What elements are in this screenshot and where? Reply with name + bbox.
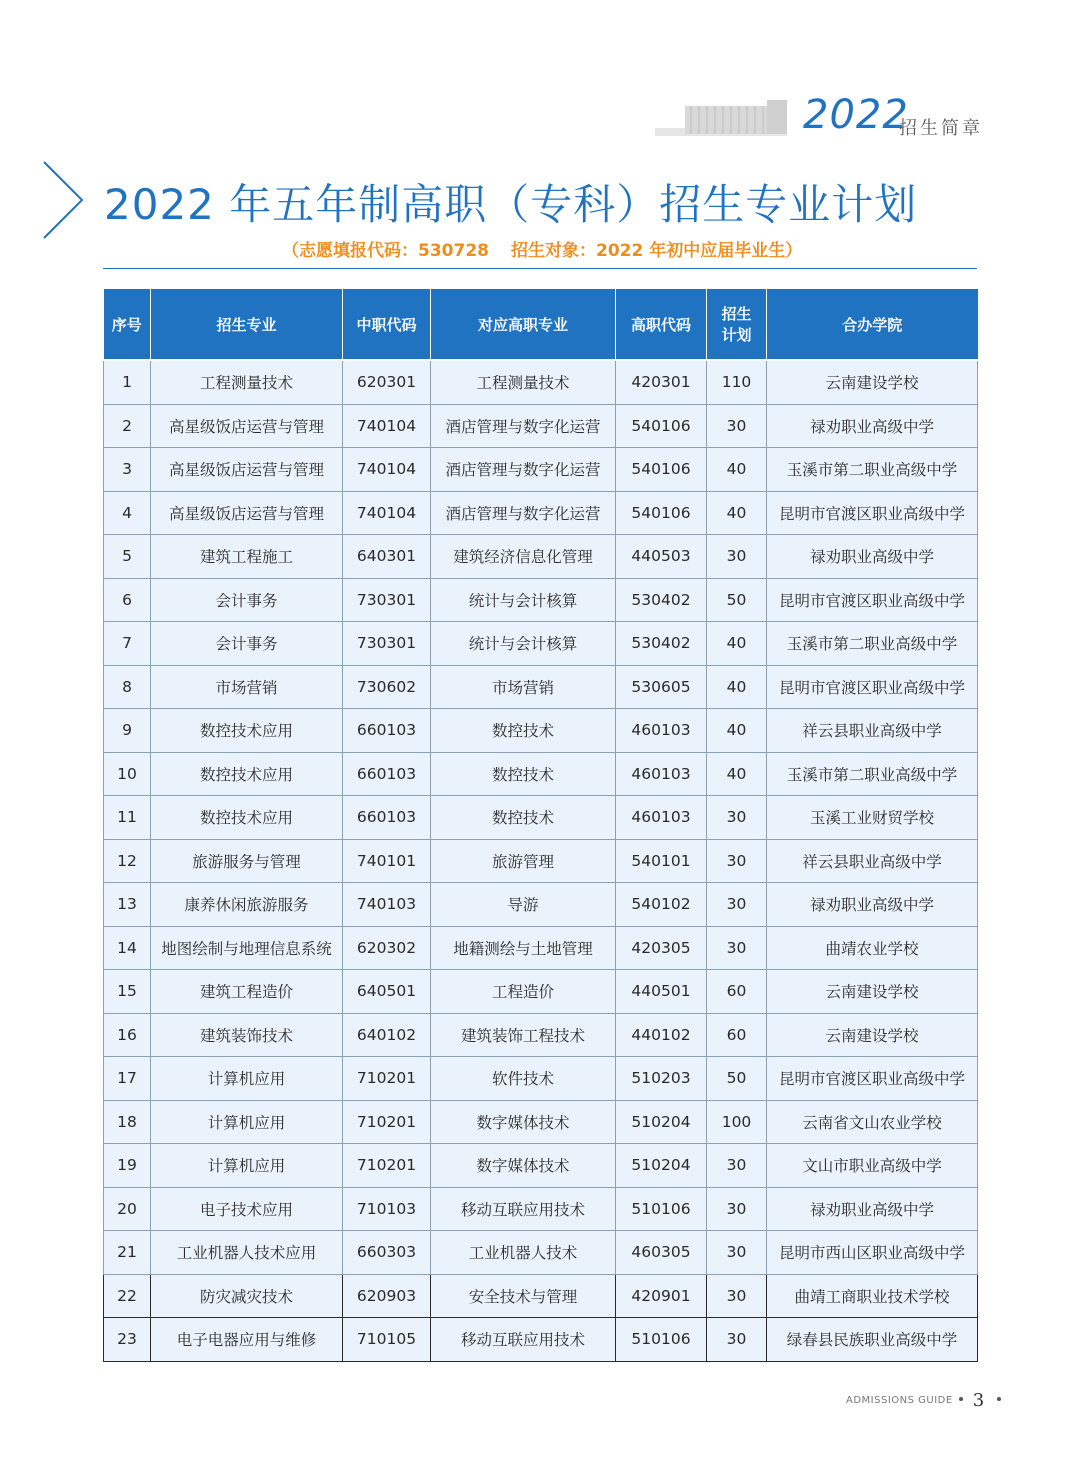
footer-dot (997, 1397, 1001, 1401)
cell-major: 高星级饭店运营与管理 (151, 491, 343, 535)
cell-hv-major: 数字媒体技术 (431, 1100, 616, 1144)
table-row (104, 1274, 978, 1318)
chevron-icon (40, 160, 86, 240)
cell-plan: 30 (707, 926, 767, 970)
cell-plan: 40 (707, 709, 767, 753)
subtitle-code: （志愿填报代码：530728 (282, 241, 489, 261)
cell-plan: 30 (707, 535, 767, 579)
table-row (104, 926, 978, 970)
cell-school: 祥云县职业高级中学 (767, 709, 978, 753)
page-title: 2022 年五年制高职（专科）招生专业计划 (104, 180, 918, 229)
cell-hv-major: 工程造价 (431, 970, 616, 1014)
cell-plan: 50 (707, 578, 767, 622)
cell-sec-code: 740104 (343, 448, 431, 492)
cell-school: 文山市职业高级中学 (767, 1144, 978, 1188)
table-row (104, 448, 978, 492)
cell-hv-code: 420305 (616, 926, 707, 970)
cell-major: 数控技术应用 (151, 709, 343, 753)
table-row (104, 796, 978, 840)
table-row (104, 360, 978, 404)
cell-major: 工业机器人技术应用 (151, 1231, 343, 1275)
cell-school: 玉溪市第二职业高级中学 (767, 448, 978, 492)
table-row (104, 1318, 978, 1362)
cell-hv-code: 510203 (616, 1057, 707, 1101)
cell-sec-code: 710201 (343, 1144, 431, 1188)
cell-sec-code: 740101 (343, 839, 431, 883)
cell-major: 建筑装饰技术 (151, 1013, 343, 1057)
cell-no: 23 (104, 1318, 151, 1362)
cell-hv-code: 460103 (616, 796, 707, 840)
cell-plan: 30 (707, 1274, 767, 1318)
cell-no: 12 (104, 839, 151, 883)
cell-no: 8 (104, 665, 151, 709)
cell-plan: 30 (707, 1231, 767, 1275)
cell-hv-code: 460305 (616, 1231, 707, 1275)
col-header-sec-code: 中职代码 (343, 289, 431, 360)
cell-hv-major: 工业机器人技术 (431, 1231, 616, 1275)
cell-sec-code: 740104 (343, 404, 431, 448)
col-header-no: 序号 (104, 289, 151, 360)
enrollment-plan-table (103, 289, 978, 1362)
cell-sec-code: 660103 (343, 796, 431, 840)
cell-hv-code: 530402 (616, 578, 707, 622)
cell-sec-code: 730602 (343, 665, 431, 709)
header-guide-label: 招生简章 (899, 118, 983, 139)
cell-sec-code: 620903 (343, 1274, 431, 1318)
cell-school: 云南建设学校 (767, 970, 978, 1014)
footer-dot (959, 1397, 963, 1401)
building-illustration (655, 98, 787, 136)
cell-plan: 40 (707, 665, 767, 709)
cell-hv-code: 440501 (616, 970, 707, 1014)
cell-hv-major: 工程测量技术 (431, 360, 616, 404)
table-header-row (104, 289, 978, 360)
cell-hv-major: 数控技术 (431, 796, 616, 840)
cell-sec-code: 640301 (343, 535, 431, 579)
cell-no: 14 (104, 926, 151, 970)
cell-hv-code: 460103 (616, 752, 707, 796)
cell-sec-code: 640501 (343, 970, 431, 1014)
cell-plan: 40 (707, 448, 767, 492)
cell-plan: 30 (707, 404, 767, 448)
cell-hv-major: 统计与会计核算 (431, 578, 616, 622)
cell-major: 建筑工程造价 (151, 970, 343, 1014)
cell-hv-code: 540106 (616, 491, 707, 535)
cell-hv-major: 导游 (431, 883, 616, 927)
cell-no: 16 (104, 1013, 151, 1057)
cell-hv-major: 数字媒体技术 (431, 1144, 616, 1188)
cell-school: 玉溪市第二职业高级中学 (767, 622, 978, 666)
cell-plan: 30 (707, 1318, 767, 1362)
cell-plan: 30 (707, 1187, 767, 1231)
cell-school: 昆明市西山区职业高级中学 (767, 1231, 978, 1275)
cell-no: 10 (104, 752, 151, 796)
cell-no: 7 (104, 622, 151, 666)
table-row (104, 535, 978, 579)
cell-hv-major: 移动互联应用技术 (431, 1318, 616, 1362)
page-subtitle (282, 236, 802, 261)
table-row (104, 1013, 978, 1057)
table-row (104, 709, 978, 753)
cell-no: 1 (104, 360, 151, 404)
page-number: 3 (972, 1390, 985, 1411)
cell-plan: 50 (707, 1057, 767, 1101)
col-header-plan-line1: 招生 (721, 305, 752, 323)
title-divider (103, 268, 977, 269)
cell-no: 15 (104, 970, 151, 1014)
cell-major: 电子电器应用与维修 (151, 1318, 343, 1362)
table-row (104, 404, 978, 448)
cell-plan: 30 (707, 883, 767, 927)
cell-plan: 40 (707, 491, 767, 535)
cell-no: 19 (104, 1144, 151, 1188)
cell-hv-major: 旅游管理 (431, 839, 616, 883)
cell-hv-major: 酒店管理与数字化运营 (431, 491, 616, 535)
cell-no: 20 (104, 1187, 151, 1231)
cell-sec-code: 710103 (343, 1187, 431, 1231)
cell-sec-code: 710201 (343, 1100, 431, 1144)
cell-major: 市场营销 (151, 665, 343, 709)
cell-major: 计算机应用 (151, 1057, 343, 1101)
cell-no: 11 (104, 796, 151, 840)
col-header-school: 合办学院 (767, 289, 978, 360)
subtitle-target: 招生对象：2022 年初中应届毕业生） (510, 241, 803, 261)
table-row (104, 1057, 978, 1101)
cell-school: 云南建设学校 (767, 1013, 978, 1057)
cell-major: 高星级饭店运营与管理 (151, 404, 343, 448)
cell-plan: 60 (707, 1013, 767, 1057)
cell-no: 21 (104, 1231, 151, 1275)
cell-sec-code: 660103 (343, 752, 431, 796)
cell-no: 4 (104, 491, 151, 535)
cell-no: 17 (104, 1057, 151, 1101)
cell-major: 旅游服务与管理 (151, 839, 343, 883)
cell-no: 2 (104, 404, 151, 448)
cell-major: 计算机应用 (151, 1144, 343, 1188)
col-header-major: 招生专业 (151, 289, 343, 360)
col-header-hv-major: 对应高职专业 (431, 289, 616, 360)
table-body (104, 360, 978, 1361)
cell-major: 会计事务 (151, 622, 343, 666)
cell-plan: 40 (707, 752, 767, 796)
cell-hv-major: 软件技术 (431, 1057, 616, 1101)
cell-hv-code: 540101 (616, 839, 707, 883)
cell-school: 昆明市官渡区职业高级中学 (767, 665, 978, 709)
cell-school: 曲靖工商职业技术学校 (767, 1274, 978, 1318)
footer-label: ADMISSIONS GUIDE (846, 1395, 953, 1406)
cell-major: 数控技术应用 (151, 752, 343, 796)
cell-school: 祥云县职业高级中学 (767, 839, 978, 883)
cell-plan: 30 (707, 796, 767, 840)
cell-major: 高星级饭店运营与管理 (151, 448, 343, 492)
cell-hv-code: 510204 (616, 1100, 707, 1144)
cell-sec-code: 640102 (343, 1013, 431, 1057)
cell-hv-code: 420301 (616, 360, 707, 404)
table-row (104, 622, 978, 666)
cell-plan: 110 (707, 360, 767, 404)
col-header-plan (707, 289, 767, 360)
table-row (104, 1187, 978, 1231)
cell-sec-code: 740103 (343, 883, 431, 927)
cell-hv-code: 460103 (616, 709, 707, 753)
table-row (104, 578, 978, 622)
cell-hv-code: 540102 (616, 883, 707, 927)
table-row (104, 1100, 978, 1144)
cell-school: 玉溪市第二职业高级中学 (767, 752, 978, 796)
cell-sec-code: 660103 (343, 709, 431, 753)
cell-school: 昆明市官渡区职业高级中学 (767, 491, 978, 535)
cell-school: 禄劝职业高级中学 (767, 404, 978, 448)
cell-hv-major: 地籍测绘与土地管理 (431, 926, 616, 970)
cell-major: 建筑工程施工 (151, 535, 343, 579)
cell-major: 康养休闲旅游服务 (151, 883, 343, 927)
cell-school: 昆明市官渡区职业高级中学 (767, 1057, 978, 1101)
cell-sec-code: 710105 (343, 1318, 431, 1362)
cell-hv-code: 510106 (616, 1187, 707, 1231)
cell-hv-code: 540106 (616, 448, 707, 492)
table-row (104, 1231, 978, 1275)
cell-school: 玉溪工业财贸学校 (767, 796, 978, 840)
cell-school: 云南建设学校 (767, 360, 978, 404)
table-row (104, 839, 978, 883)
cell-hv-major: 酒店管理与数字化运营 (431, 448, 616, 492)
cell-hv-major: 数控技术 (431, 709, 616, 753)
cell-school: 绿春县民族职业高级中学 (767, 1318, 978, 1362)
cell-hv-major: 酒店管理与数字化运营 (431, 404, 616, 448)
cell-hv-code: 440503 (616, 535, 707, 579)
cell-plan: 100 (707, 1100, 767, 1144)
cell-sec-code: 730301 (343, 622, 431, 666)
cell-no: 22 (104, 1274, 151, 1318)
cell-school: 云南省文山农业学校 (767, 1100, 978, 1144)
cell-major: 防灾减灾技术 (151, 1274, 343, 1318)
cell-hv-code: 530605 (616, 665, 707, 709)
header-banner (655, 92, 995, 139)
cell-hv-major: 数控技术 (431, 752, 616, 796)
cell-hv-code: 440102 (616, 1013, 707, 1057)
cell-major: 计算机应用 (151, 1100, 343, 1144)
cell-sec-code: 730301 (343, 578, 431, 622)
table-row (104, 665, 978, 709)
cell-hv-code: 540106 (616, 404, 707, 448)
col-header-plan-line2: 计划 (721, 326, 752, 344)
table-row (104, 1144, 978, 1188)
cell-school: 曲靖农业学校 (767, 926, 978, 970)
cell-hv-major: 市场营销 (431, 665, 616, 709)
cell-plan: 30 (707, 839, 767, 883)
cell-plan: 40 (707, 622, 767, 666)
cell-school: 禄劝职业高级中学 (767, 1187, 978, 1231)
header-year: 2022 (803, 92, 909, 138)
cell-sec-code: 620302 (343, 926, 431, 970)
cell-no: 6 (104, 578, 151, 622)
cell-plan: 60 (707, 970, 767, 1014)
cell-major: 工程测量技术 (151, 360, 343, 404)
cell-no: 18 (104, 1100, 151, 1144)
cell-hv-code: 530402 (616, 622, 707, 666)
cell-major: 电子技术应用 (151, 1187, 343, 1231)
cell-major: 数控技术应用 (151, 796, 343, 840)
col-header-hv-code: 高职代码 (616, 289, 707, 360)
cell-hv-major: 移动互联应用技术 (431, 1187, 616, 1231)
cell-no: 5 (104, 535, 151, 579)
cell-school: 禄劝职业高级中学 (767, 883, 978, 927)
cell-hv-major: 安全技术与管理 (431, 1274, 616, 1318)
cell-no: 9 (104, 709, 151, 753)
cell-major: 地图绘制与地理信息系统 (151, 926, 343, 970)
cell-hv-code: 510204 (616, 1144, 707, 1188)
table-row (104, 883, 978, 927)
cell-hv-code: 420901 (616, 1274, 707, 1318)
table-row (104, 752, 978, 796)
cell-no: 13 (104, 883, 151, 927)
cell-hv-major: 建筑经济信息化管理 (431, 535, 616, 579)
cell-sec-code: 710201 (343, 1057, 431, 1101)
cell-hv-code: 510106 (616, 1318, 707, 1362)
cell-sec-code: 620301 (343, 360, 431, 404)
page-footer (846, 1390, 1001, 1411)
cell-school: 昆明市官渡区职业高级中学 (767, 578, 978, 622)
cell-sec-code: 740104 (343, 491, 431, 535)
cell-sec-code: 660303 (343, 1231, 431, 1275)
cell-hv-major: 建筑装饰工程技术 (431, 1013, 616, 1057)
cell-school: 禄劝职业高级中学 (767, 535, 978, 579)
cell-plan: 30 (707, 1144, 767, 1188)
table-row (104, 491, 978, 535)
cell-major: 会计事务 (151, 578, 343, 622)
cell-hv-major: 统计与会计核算 (431, 622, 616, 666)
cell-no: 3 (104, 448, 151, 492)
table-row (104, 970, 978, 1014)
